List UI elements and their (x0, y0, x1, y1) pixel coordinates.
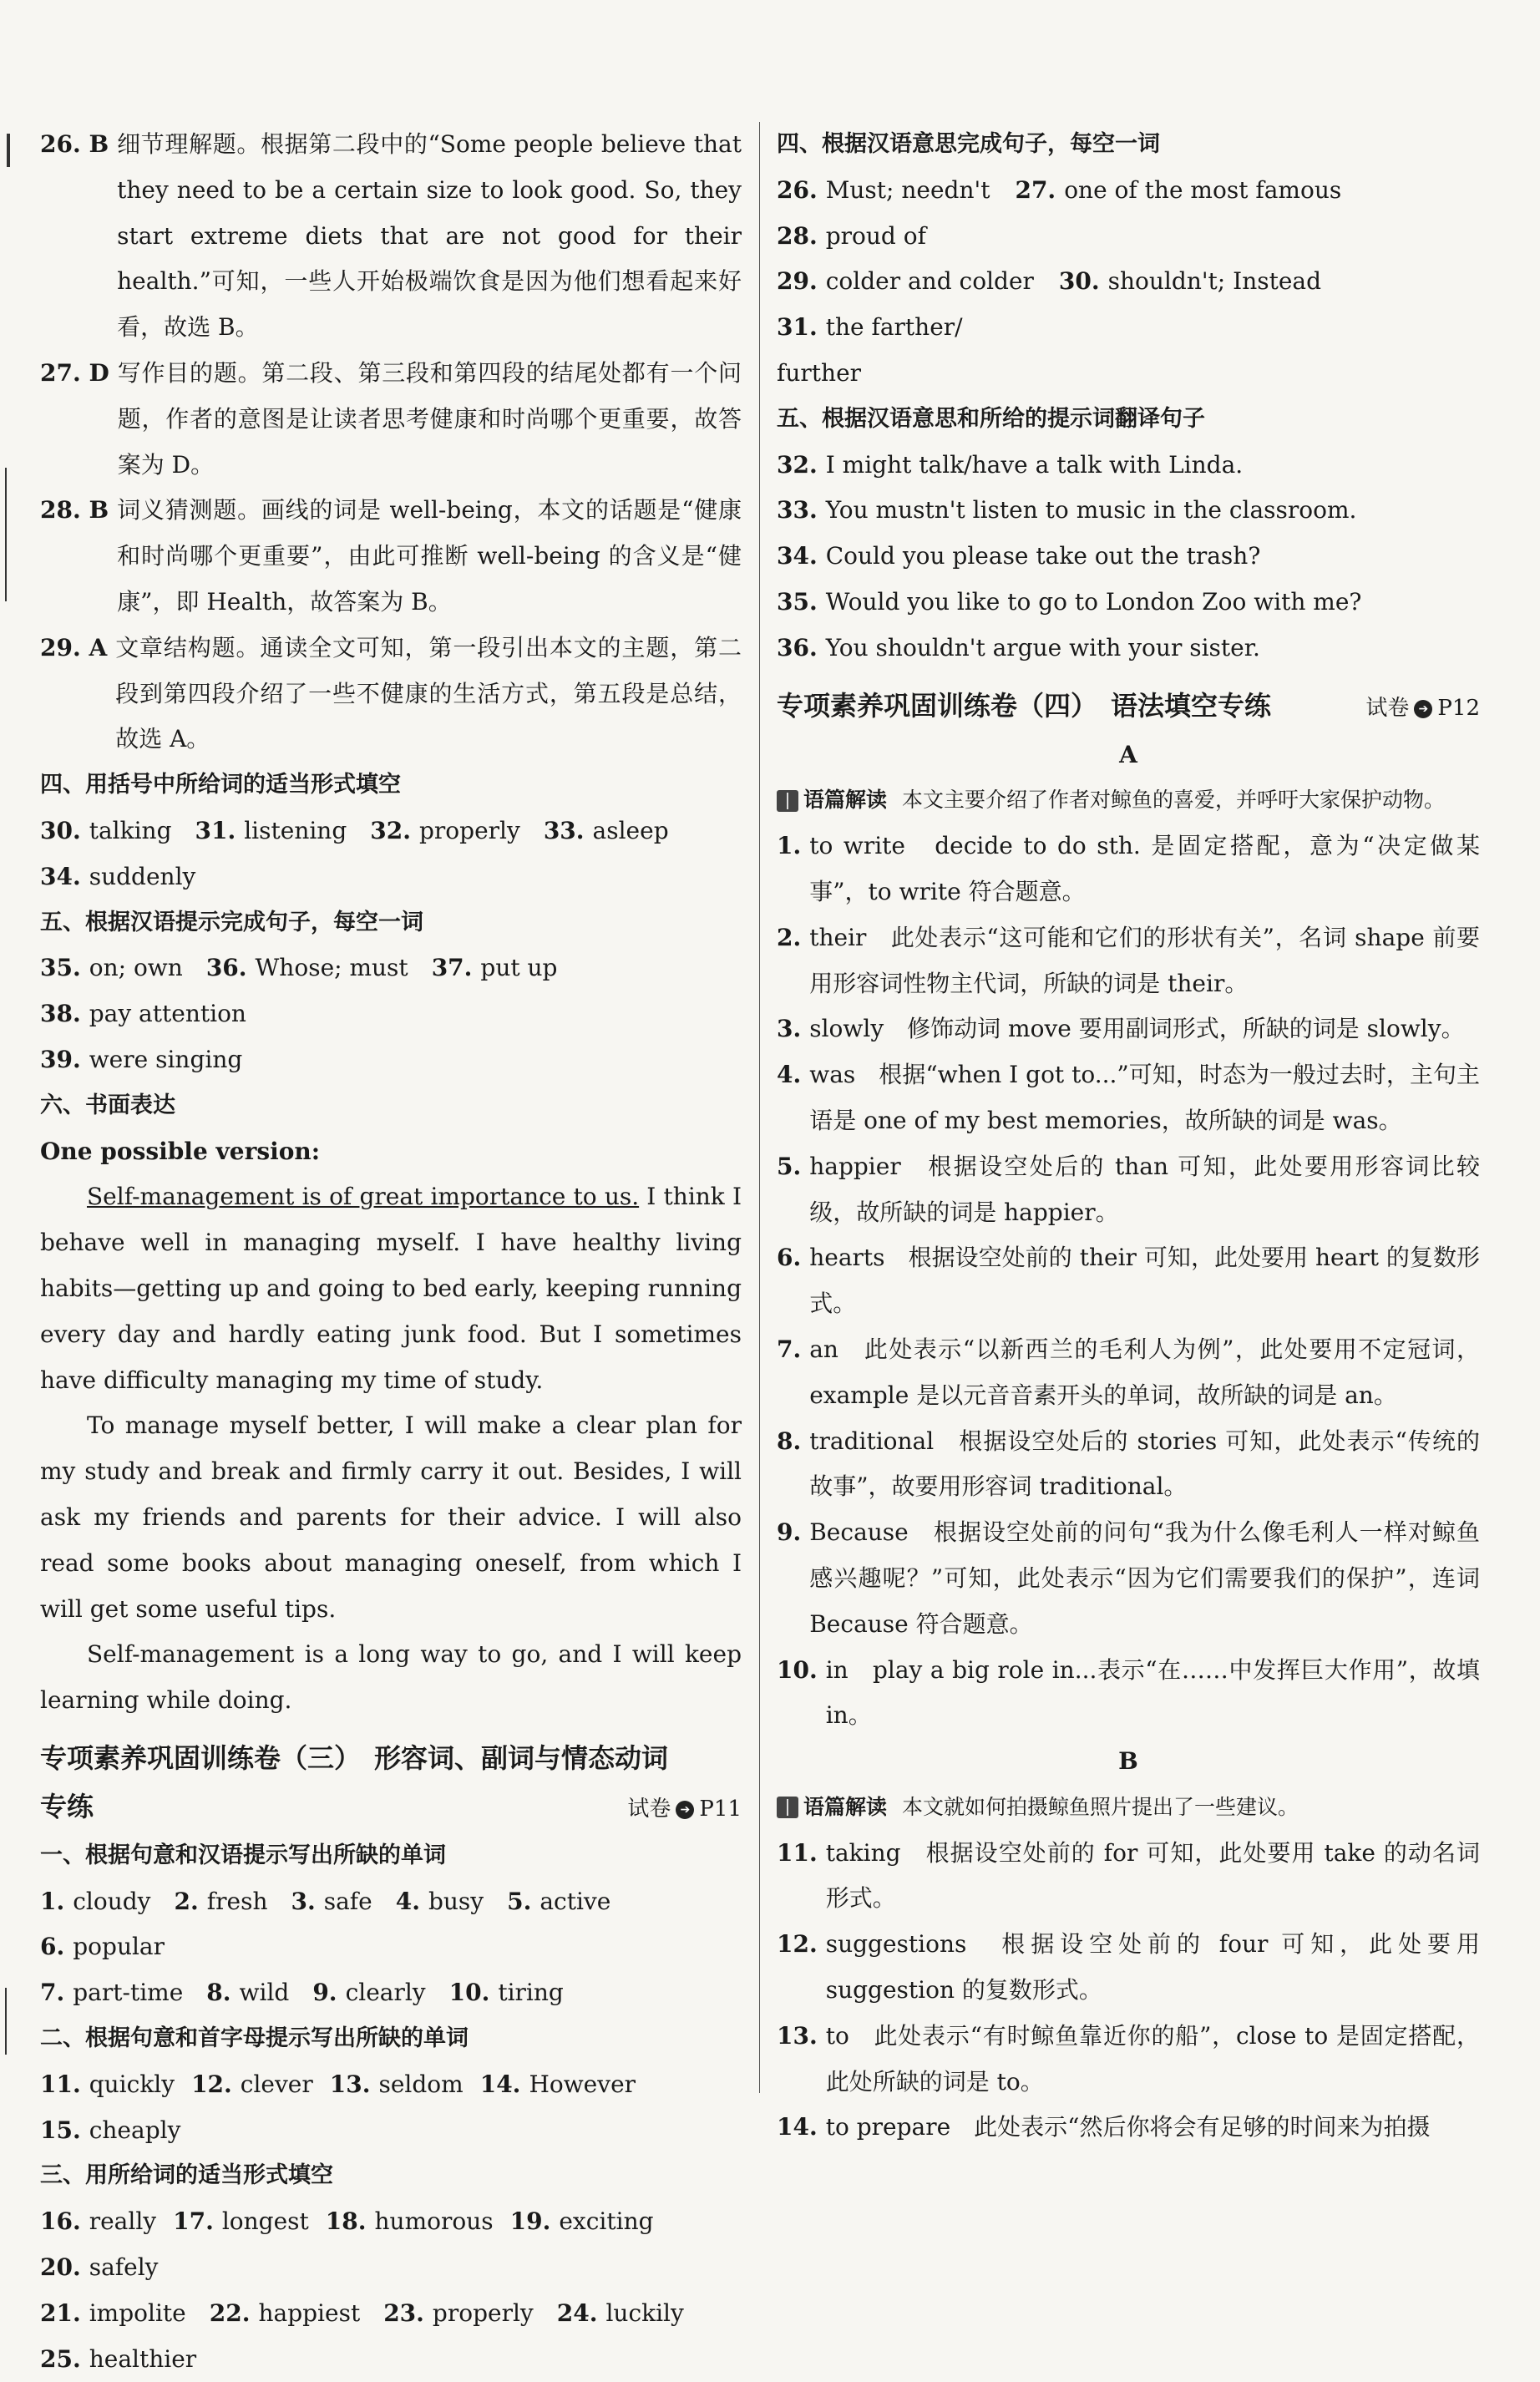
answer-item: 2. their 此处表示“这可能和它们的形状有关”，名词 shape 前要用形容词性物主代词，所缺的词是 their。 (777, 923, 1480, 997)
answer-item: 5. happier 根据设空处后的 than 可知，此处要用形容词比较级，故所缺的词是 happier。 (777, 1152, 1480, 1226)
short-answer: 38. pay attention (40, 1000, 246, 1028)
left-column (40, 122, 742, 2382)
section-heading: 六、书面表达 (40, 1092, 175, 1118)
short-answer: 33. asleep (543, 816, 669, 844)
short-answer: 13. seldom (329, 2070, 464, 2098)
section-heading: 四、根据汉语意思完成句子，每空一词 (777, 131, 1160, 157)
short-answer: 35. on; own (40, 954, 183, 982)
short-answer: 31. the farther/ (777, 313, 963, 342)
section-heading: 二、根据句意和首字母提示写出所缺的单词 (40, 2025, 469, 2052)
answer-item: 1. to write decide to do sth. 是固定搭配，意为“决定做某事”，to write 符合题意。 (777, 832, 1480, 905)
short-answer: 36. Whose; must (205, 954, 408, 982)
essay-paragraph: To manage myself better, I will make a clear plan for my study and break and firmly carry it out. Besides, I will ask my friends and parents for their advice. I will also read some books about managing oneself, from which I will get some useful tips. (40, 1411, 742, 1623)
short-answer: 11. quickly (40, 2070, 175, 2098)
answer-row (40, 945, 742, 1037)
short-answer: 16. really (40, 2207, 157, 2236)
short-answer: 1. cloudy (40, 1887, 151, 1915)
underlined-sentence: Self-management is of great importance to us. (87, 1183, 640, 1211)
answer-row (40, 2291, 742, 2337)
answer-row (40, 854, 742, 900)
translation-answer: 34. Could you please take out the trash? (777, 542, 1261, 570)
short-answer: 10. tiring (448, 1979, 564, 2007)
short-answer: 14. However (479, 2070, 636, 2098)
short-answer: 31. listening (195, 816, 347, 844)
binding-mark (5, 1988, 7, 2055)
paper-reference: 试卷 ➔ P12 (1365, 695, 1480, 721)
reading-tag: 语篇解读 (777, 778, 887, 824)
section-heading: 一、根据句意和汉语提示写出所缺的单词 (40, 1842, 446, 1868)
short-answer: 9. clearly (312, 1979, 426, 2007)
answer-continuation: further (777, 358, 862, 387)
translation-answer: 36. You shouldn't argue with your sister. (777, 633, 1260, 661)
section-heading: 五、根据汉语提示完成句子，每空一词 (40, 909, 423, 935)
short-answer: 4. busy (395, 1887, 484, 1915)
answer-item: 8. traditional 根据设空处后的 stories 可知，此处表示“传统的故事”，故要用形容词 traditional。 (777, 1427, 1480, 1501)
answer-row (40, 2337, 742, 2382)
short-answer: 25. healthier (40, 2344, 197, 2373)
item-number: 26. B (40, 130, 109, 158)
answer-row (777, 168, 1480, 260)
short-answer: 32. properly (370, 816, 520, 844)
short-answer: 27. one of the most famous (1015, 175, 1342, 204)
answer-item (40, 351, 742, 488)
column-divider (759, 122, 760, 2093)
short-answer: 15. cheaply (40, 2116, 181, 2144)
unit-title-cont: 专练 试卷 ➔ P11 (40, 1782, 742, 1833)
book-icon (777, 1797, 798, 1818)
short-answer: 22. happiest (209, 2298, 361, 2327)
short-answer: 2. fresh (174, 1887, 268, 1915)
item-number: 27. D (40, 358, 109, 387)
short-answer: 29. colder and colder (777, 267, 1034, 296)
unit-title: 专项素养巩固训练卷（三） 形容词、副词与情态动词 (40, 1741, 669, 1774)
part-label: B (1118, 1747, 1138, 1776)
answer-item: 10. in play a big role in...表示“在……中发挥巨大作用”，故填 in。 (777, 1655, 1480, 1730)
section-heading: 三、用所给词的适当形式填空 (40, 2162, 333, 2189)
answer-row (777, 259, 1480, 351)
item-number: 29. A (40, 633, 108, 661)
answer-item: 6. hearts 根据设空处前的 their 可知，此处要用 heart 的复数形式。 (777, 1244, 1480, 1318)
item-explanation: 词义猜测题。画线的词是 well-being，本文的话题是“健康和时尚哪个更重要”，由此可推断 well-being 的含义是“健康”，即 Health，故答案为 B。 (117, 496, 742, 616)
translation-answer: 33. You mustn't listen to music in the classroom. (777, 496, 1357, 525)
answer-item (40, 626, 742, 763)
answer-row (40, 1037, 742, 1083)
answer-row (40, 2062, 742, 2154)
answer-item: 7. an 此处表示“以新西兰的毛利人为例”，此处要用不定冠词，example 是以元音音素开头的单词，故所缺的词是 an。 (777, 1335, 1480, 1409)
answer-row (40, 1970, 742, 2016)
answer-item: 13. to 此处表示“有时鲸鱼靠近你的船”，close to 是固定搭配，此处所缺的词是 to。 (777, 2021, 1480, 2096)
arrow-icon: ➔ (1414, 700, 1432, 718)
paper-reference: 试卷 ➔ P11 (627, 1796, 742, 1822)
answer-item: 11. taking 根据设空处前的 for 可知，此处要用 take 的动名词形式。 (777, 1838, 1480, 1913)
short-answer: 18. humorous (325, 2207, 494, 2236)
translation-answer: 32. I might talk/have a talk with Linda. (777, 450, 1244, 479)
answer-item (40, 122, 742, 351)
translation-answer: 35. Would you like to go to London Zoo with me? (777, 587, 1362, 616)
binding-mark (5, 468, 7, 601)
short-answer: 17. longest (173, 2207, 309, 2236)
answer-item: 3. slowly 修饰动词 move 要用副词形式，所缺的词是 slowly。 (777, 1015, 1465, 1043)
short-answer: 28. proud of (777, 221, 926, 250)
short-answer: 20. safely (40, 2253, 159, 2282)
section-heading: 四、用括号中所给词的适当形式填空 (40, 772, 401, 798)
short-answer: 12. clever (191, 2070, 313, 2098)
part-label: A (1119, 740, 1137, 768)
short-answer: 24. luckily (556, 2298, 684, 2327)
essay-paragraph: Self-management is a long way to go, and I will keep learning while doing. (40, 1640, 742, 1715)
book-icon (777, 790, 798, 812)
short-answer: 3. safe (291, 1887, 372, 1915)
short-answer: 30. shouldn't; Instead (1058, 267, 1322, 296)
short-answer: 19. exciting (509, 2207, 654, 2236)
short-answer: 34. suddenly (40, 862, 196, 890)
answer-item (40, 488, 742, 625)
answer-item: 4. was 根据“when I got to...”可知，时态为一般过去时，主句主语是 one of my best memories，故所缺的词是 was。 (777, 1061, 1480, 1134)
answer-item: 12. suggestions 根据设空处前的 four 可知，此处要用 suggestion 的复数形式。 (777, 1930, 1480, 2004)
short-answer: 21. impolite (40, 2298, 186, 2327)
reading-tag: 语篇解读 (777, 1785, 887, 1831)
short-answer: 30. talking (40, 816, 172, 844)
unit-title: 专项素养巩固训练卷（四） 语法填空专练 试卷 ➔ P12 (777, 682, 1480, 732)
short-answer: 23. properly (383, 2298, 534, 2327)
short-answer: 5. active (507, 1887, 611, 1915)
answer-row (40, 1879, 742, 1971)
short-answer: 39. were singing (40, 1045, 243, 1073)
arrow-icon: ➔ (676, 1801, 694, 1819)
binding-mark (7, 134, 10, 167)
section-heading: 五、根据汉语意思和所给的提示词翻译句子 (777, 405, 1205, 432)
answer-item: 14. to prepare 此处表示“然后你将会有足够的时间来为拍摄 (777, 2113, 1431, 2141)
reading-summary: 语篇解读 本文主要介绍了作者对鲸鱼的喜爱，并呼吁大家保护动物。 (777, 778, 1480, 824)
essay-paragraph: Self-management is of great importance to us. I think I behave well in managing myself. I have healthy living habits—getting up and going to bed early, keeping running every day and hardly eating junk food. But I sometimes have difficulty managing my time of study. (40, 1183, 742, 1394)
version-label: One possible version: (40, 1137, 321, 1165)
right-column (777, 122, 1480, 2151)
short-answer: 7. part-time (40, 1979, 184, 2007)
answer-item: 9. Because 根据设空处前的问句“我为什么像毛利人一样对鲸鱼感兴趣呢？”可知，此处表示“因为它们需要我们的保护”，连词 Because 符合题意。 (777, 1518, 1480, 1638)
item-explanation: 文章结构题。通读全文可知，第一段引出本文的主题，第二段到第四段介绍了一些不健康的生活方式，第五段是总结，故选 A。 (115, 633, 742, 753)
answer-row (40, 808, 742, 854)
short-answer: 26. Must; needn't (777, 175, 990, 204)
short-answer: 8. wild (206, 1979, 290, 2007)
short-answer: 37. put up (431, 954, 558, 982)
item-explanation: 细节理解题。根据第二段中的“Some people believe that they need to be a certain size to look good. So, they start extreme diets that are not good for their health.”可知，一些人开始极端饮食是因为他们想看起来好看，故选 B。 (117, 130, 742, 342)
short-answer: 6. popular (40, 1933, 165, 1961)
item-explanation: 写作目的题。第二段、第三段和第四段的结尾处都有一个问题，作者的意图是让读者思考健康和时尚哪个更重要，故答案为 D。 (117, 358, 742, 479)
reading-summary: 语篇解读 本文就如何拍摄鲸鱼照片提出了一些建议。 (777, 1785, 1480, 1831)
answer-row (40, 2199, 742, 2291)
item-number: 28. B (40, 496, 109, 525)
